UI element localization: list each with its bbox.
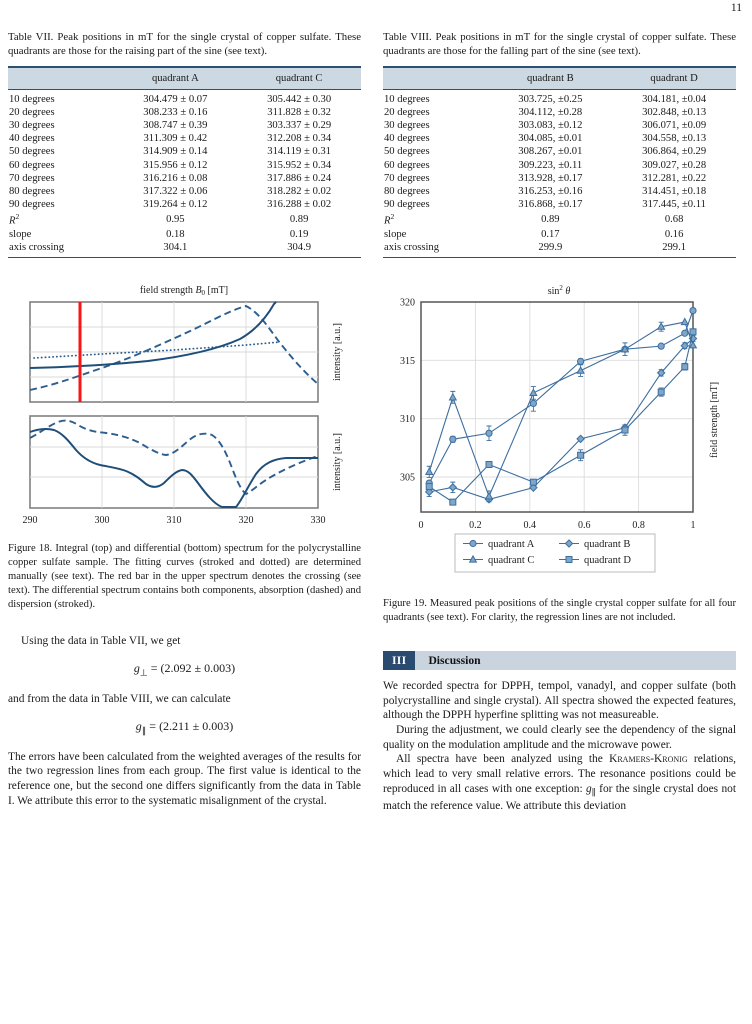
data-point-triangle xyxy=(530,390,537,396)
cell-c: 305.442 ± 0.30 xyxy=(267,93,332,105)
cell-c: 315.952 ± 0.34 xyxy=(267,159,332,171)
row-label-r2: $R^2$ xyxy=(9,212,20,227)
xtick-label: 0.8 xyxy=(632,520,645,532)
p3-symbol-g-parallel: g xyxy=(585,782,592,795)
cell-b: 299.9 xyxy=(488,241,612,258)
cell-a: 317.322 ± 0.06 xyxy=(143,186,208,198)
cell-b: 309.223, ±0.11 xyxy=(518,159,583,171)
data-point-circle xyxy=(450,436,456,442)
row-label-axis-crossing: axis crossing xyxy=(8,241,113,258)
table-vii-body xyxy=(8,89,361,258)
ytick-label: 305 xyxy=(400,472,415,484)
legend-marker-square xyxy=(566,557,572,563)
cell-b: 316.868, ±0.17 xyxy=(518,199,583,211)
data-point-square xyxy=(578,453,584,459)
left-column xyxy=(8,30,361,813)
cell-c: 304.9 xyxy=(237,241,361,258)
discussion-paragraph-3 xyxy=(383,752,736,813)
table-viii-header-row xyxy=(383,67,736,90)
cell-d: 304.558, ±0.13 xyxy=(642,133,707,145)
data-point-square xyxy=(622,427,628,433)
equation-g-perp: $g_\perp = (2.092 \pm 0.003)$ xyxy=(133,661,236,678)
discussion-paragraph-2: During the adjustment, we could clearly see the dependency of the signal quality on the modulation amplitude and the microwave power. xyxy=(383,724,736,751)
xtick: 300 xyxy=(94,515,110,527)
table-row xyxy=(8,145,361,158)
discussion-paragraph-1: We recorded spectra for DPPH, tempol, vanadyl, and copper sulfate (both polycrystalline and single crystal). All spectra showed the expected features, although the DPPH hyperfine splitting was not measureable. xyxy=(383,680,736,722)
cell-d: 314.451, ±0.18 xyxy=(642,186,707,198)
legend-label: quadrant C xyxy=(488,555,535,567)
row-label: 10 degrees xyxy=(384,93,430,105)
table-vii xyxy=(8,66,361,259)
row-label: 80 degrees xyxy=(384,186,430,198)
row-label: 70 degrees xyxy=(384,172,430,184)
paragraph-from-table-viii: and from the data in Table VIII, we can calculate xyxy=(8,692,231,705)
series-line-quadrant-c xyxy=(429,322,693,496)
data-point-triangle xyxy=(577,367,584,373)
xtick: 320 xyxy=(238,515,254,527)
cell-b: 304.085, ±0.01 xyxy=(518,133,583,145)
figure-18 xyxy=(8,280,361,611)
table-row xyxy=(383,159,736,172)
cell-a: 316.216 ± 0.08 xyxy=(143,172,208,184)
cell-a: 304.479 ± 0.07 xyxy=(143,93,208,105)
data-point-triangle xyxy=(449,394,456,400)
data-point-circle xyxy=(530,401,536,407)
table-row xyxy=(8,198,361,211)
two-column-layout xyxy=(8,0,744,813)
row-label: 10 degrees xyxy=(9,93,55,105)
equation-g-parallel: $g_\parallel = (2.211 \pm 0.003)$ xyxy=(135,719,234,736)
figure-18-xtitle: field strength $B_0$ [mT] xyxy=(139,285,229,298)
xtick-label: 0.6 xyxy=(577,520,591,532)
row-label: 20 degrees xyxy=(384,106,430,118)
section-title: Discussion xyxy=(415,651,736,670)
cell-d: 306.864, ±0.29 xyxy=(642,146,707,158)
cell-a: 314.909 ± 0.14 xyxy=(143,146,208,158)
table-viii-col-0 xyxy=(383,67,488,90)
cell-c: 312.208 ± 0.34 xyxy=(267,133,332,145)
data-point-square xyxy=(486,462,492,468)
xtick: 290 xyxy=(22,515,38,527)
table-row-r2 xyxy=(8,211,361,228)
cell-c: 0.19 xyxy=(289,229,309,241)
row-label: 40 degrees xyxy=(384,133,430,145)
data-point-circle xyxy=(658,343,664,349)
row-label: 30 degrees xyxy=(384,120,430,132)
legend-marker-circle xyxy=(470,541,476,547)
figure-18-plot xyxy=(8,280,361,535)
section-number: III xyxy=(383,651,415,670)
ytick-label: 315 xyxy=(400,356,415,368)
cell-a: 308.747 ± 0.39 xyxy=(143,120,208,132)
cell-d: 309.027, ±0.28 xyxy=(642,159,707,171)
table-viii-col-1: quadrant B xyxy=(488,67,612,90)
table-viii xyxy=(383,66,736,259)
row-label: 50 degrees xyxy=(9,146,55,158)
ytick-label: 320 xyxy=(400,297,415,309)
cell-a: 304.1 xyxy=(113,241,237,258)
cell-d: 312.281, ±0.22 xyxy=(642,172,707,184)
cell-a: 0.95 xyxy=(166,214,185,226)
differential-ylabel: intensity [a.u.] xyxy=(332,433,343,492)
cell-b: 0.89 xyxy=(541,214,560,226)
row-label: 40 degrees xyxy=(9,133,55,145)
table-row xyxy=(383,198,736,211)
right-column xyxy=(383,30,736,813)
row-label: 90 degrees xyxy=(384,199,430,211)
series-line-quadrant-a xyxy=(429,311,693,483)
row-label-r2: $R^2$ xyxy=(384,212,395,227)
paragraph-errors: The errors have been calculated from the weighted averages of the results for the two regression lines from each group. The first value is identical to the reference one, but the second one differs significantly from the data in Table I. We attribute this error to the systematic misalignment of the crystal. xyxy=(8,750,361,807)
data-point-circle xyxy=(578,359,584,365)
figure-19 xyxy=(383,280,736,625)
table-row xyxy=(383,119,736,132)
xtick-label: 0.2 xyxy=(469,520,482,532)
data-point-square xyxy=(690,329,696,335)
cell-b: 0.17 xyxy=(541,229,560,241)
row-label-axis-crossing: axis crossing xyxy=(383,241,488,258)
cell-c: 0.89 xyxy=(289,214,309,226)
table-row xyxy=(8,119,361,132)
cell-a: 315.956 ± 0.12 xyxy=(143,159,208,171)
row-label: 70 degrees xyxy=(9,172,55,184)
figure-19-title: $\sin^2 \theta$ xyxy=(547,284,571,298)
xtick-label: 1 xyxy=(690,520,696,532)
cell-b: 316.253, ±0.16 xyxy=(518,186,583,198)
p3-part-b: relations, which lead to very small relative errors. The resonance positions could be reproduced in all cases with one exception: xyxy=(383,753,736,795)
table-row xyxy=(8,185,361,198)
table-vii-col-2: quadrant C xyxy=(237,67,361,90)
table-row xyxy=(8,172,361,185)
row-label: 50 degrees xyxy=(384,146,430,158)
data-point-triangle xyxy=(426,469,433,475)
data-point-circle xyxy=(486,430,492,436)
p3-smallcaps-kramers-kronig: Kramers-Kronig xyxy=(609,753,688,766)
data-point-square xyxy=(682,364,688,370)
cell-c: 318.282 ± 0.02 xyxy=(267,186,332,198)
row-label-slope: slope xyxy=(384,229,407,241)
section-header-discussion xyxy=(383,651,736,670)
figure-19-plot xyxy=(383,280,736,590)
figure-18-caption: Figure 18. Integral (top) and differential (bottom) spectrum for the polycrystalline copper sulfate sample. The fitting curves (stroked and dotted) are determined manually (see text). The red bar in the upper spectrum denotes the crossing (see text). The differential spectrum contains both components, absorption (dashed) and dispersion (stroked). xyxy=(8,543,361,610)
data-point-square xyxy=(530,479,536,485)
data-point-square xyxy=(426,484,432,490)
cell-b: 308.267, ±0.01 xyxy=(518,146,583,158)
figure-19-ylabel: field strength [mT] xyxy=(709,382,720,459)
page-number: 11 xyxy=(730,2,742,14)
cell-d: 306.071, ±0.09 xyxy=(642,120,707,132)
cell-b: 303.725, ±0.25 xyxy=(518,93,583,105)
table-row-axis-crossing xyxy=(383,241,736,258)
table-viii-body xyxy=(383,89,736,258)
cell-b: 303.083, ±0.12 xyxy=(518,120,583,132)
data-point-circle xyxy=(682,330,688,336)
row-label-slope: slope xyxy=(9,229,32,241)
cell-c: 316.288 ± 0.02 xyxy=(267,199,332,211)
data-point-square xyxy=(450,499,456,505)
ytick-label: 310 xyxy=(400,414,415,426)
table-vii-col-1: quadrant A xyxy=(113,67,237,90)
differential-panel xyxy=(30,416,318,508)
figure-19-body xyxy=(400,298,697,573)
table-row xyxy=(383,132,736,145)
xtick-label: 0 xyxy=(418,520,424,532)
cell-d: 0.16 xyxy=(664,229,684,241)
table-row xyxy=(8,132,361,145)
paragraph-using-table-vii: Using the data in Table VII, we get xyxy=(21,634,181,647)
table-row-axis-crossing xyxy=(8,241,361,258)
cell-d: 317.445, ±0.11 xyxy=(642,199,706,211)
legend-label: quadrant D xyxy=(584,555,631,567)
integral-panel xyxy=(30,302,318,402)
cell-a: 0.18 xyxy=(166,229,185,241)
table-row xyxy=(383,172,736,185)
integral-ylabel: intensity [a.u.] xyxy=(332,323,343,382)
cell-d: 302.848, ±0.13 xyxy=(642,106,707,118)
row-label: 90 degrees xyxy=(9,199,55,211)
row-label: 80 degrees xyxy=(9,186,55,198)
table-row-r2 xyxy=(383,211,736,228)
cell-b: 313.928, ±0.17 xyxy=(518,172,583,184)
data-point-square xyxy=(658,389,664,395)
cell-a: 311.309 ± 0.42 xyxy=(143,133,208,145)
cell-a: 319.264 ± 0.12 xyxy=(143,199,208,211)
row-label: 60 degrees xyxy=(9,159,55,171)
legend-label: quadrant A xyxy=(488,539,535,551)
cell-c: 303.337 ± 0.29 xyxy=(267,120,332,132)
cell-d: 304.181, ±0.04 xyxy=(642,93,707,105)
data-point-circle xyxy=(690,308,696,314)
cell-d: 299.1 xyxy=(612,241,736,258)
table-vii-caption: Table VII. Peak positions in mT for the single crystal of copper sulfate. These quadrants are those for the raising part of the sine (see text). xyxy=(8,31,361,58)
xtick: 310 xyxy=(166,515,182,527)
cell-c: 311.828 ± 0.32 xyxy=(267,106,331,118)
table-viii-col-2: quadrant D xyxy=(612,67,736,90)
data-point-triangle xyxy=(681,319,688,325)
figure-19-caption: Figure 19. Measured peak positions of the single crystal copper sulfate for all four quadrants (see text). For clarity, the regression lines are not included. xyxy=(383,598,736,624)
table-row xyxy=(383,106,736,119)
figure-18-xticks xyxy=(23,515,326,526)
cell-c: 317.886 ± 0.24 xyxy=(267,172,332,184)
row-label: 60 degrees xyxy=(384,159,430,171)
table-vii-header-row xyxy=(8,67,361,90)
left-body-text xyxy=(8,634,361,809)
table-vii-col-0 xyxy=(8,67,113,90)
cell-a: 308.233 ± 0.16 xyxy=(143,106,208,118)
data-point-diamond xyxy=(449,484,456,491)
p3-part-c: for the single crystal does not match the reference value. We attribute this deviation xyxy=(383,782,736,812)
table-row xyxy=(383,185,736,198)
table-row xyxy=(383,145,736,158)
xtick: 330 xyxy=(310,515,326,527)
table-row xyxy=(8,106,361,119)
p3-part-a: All spectra have been analyzed using the xyxy=(396,753,610,766)
table-row xyxy=(8,159,361,172)
table-row-slope xyxy=(383,228,736,241)
table-row-slope xyxy=(8,228,361,241)
cell-d: 0.68 xyxy=(664,214,684,226)
legend-label: quadrant B xyxy=(584,539,631,551)
plot-frame xyxy=(421,302,693,512)
row-label: 20 degrees xyxy=(9,106,55,118)
data-point-triangle xyxy=(486,493,493,499)
table-row xyxy=(8,89,361,106)
table-row xyxy=(383,89,736,106)
p3-symbol-sub: ∥ xyxy=(591,786,596,797)
xtick-label: 0.4 xyxy=(523,520,537,532)
cell-c: 314.119 ± 0.31 xyxy=(267,146,331,158)
cell-b: 304.112, ±0.28 xyxy=(518,106,583,118)
row-label: 30 degrees xyxy=(9,120,55,132)
table-viii-caption: Table VIII. Peak positions in mT for the single crystal of copper sulfate. These quadrants are those for the falling part of the sine (see text). xyxy=(383,31,736,58)
